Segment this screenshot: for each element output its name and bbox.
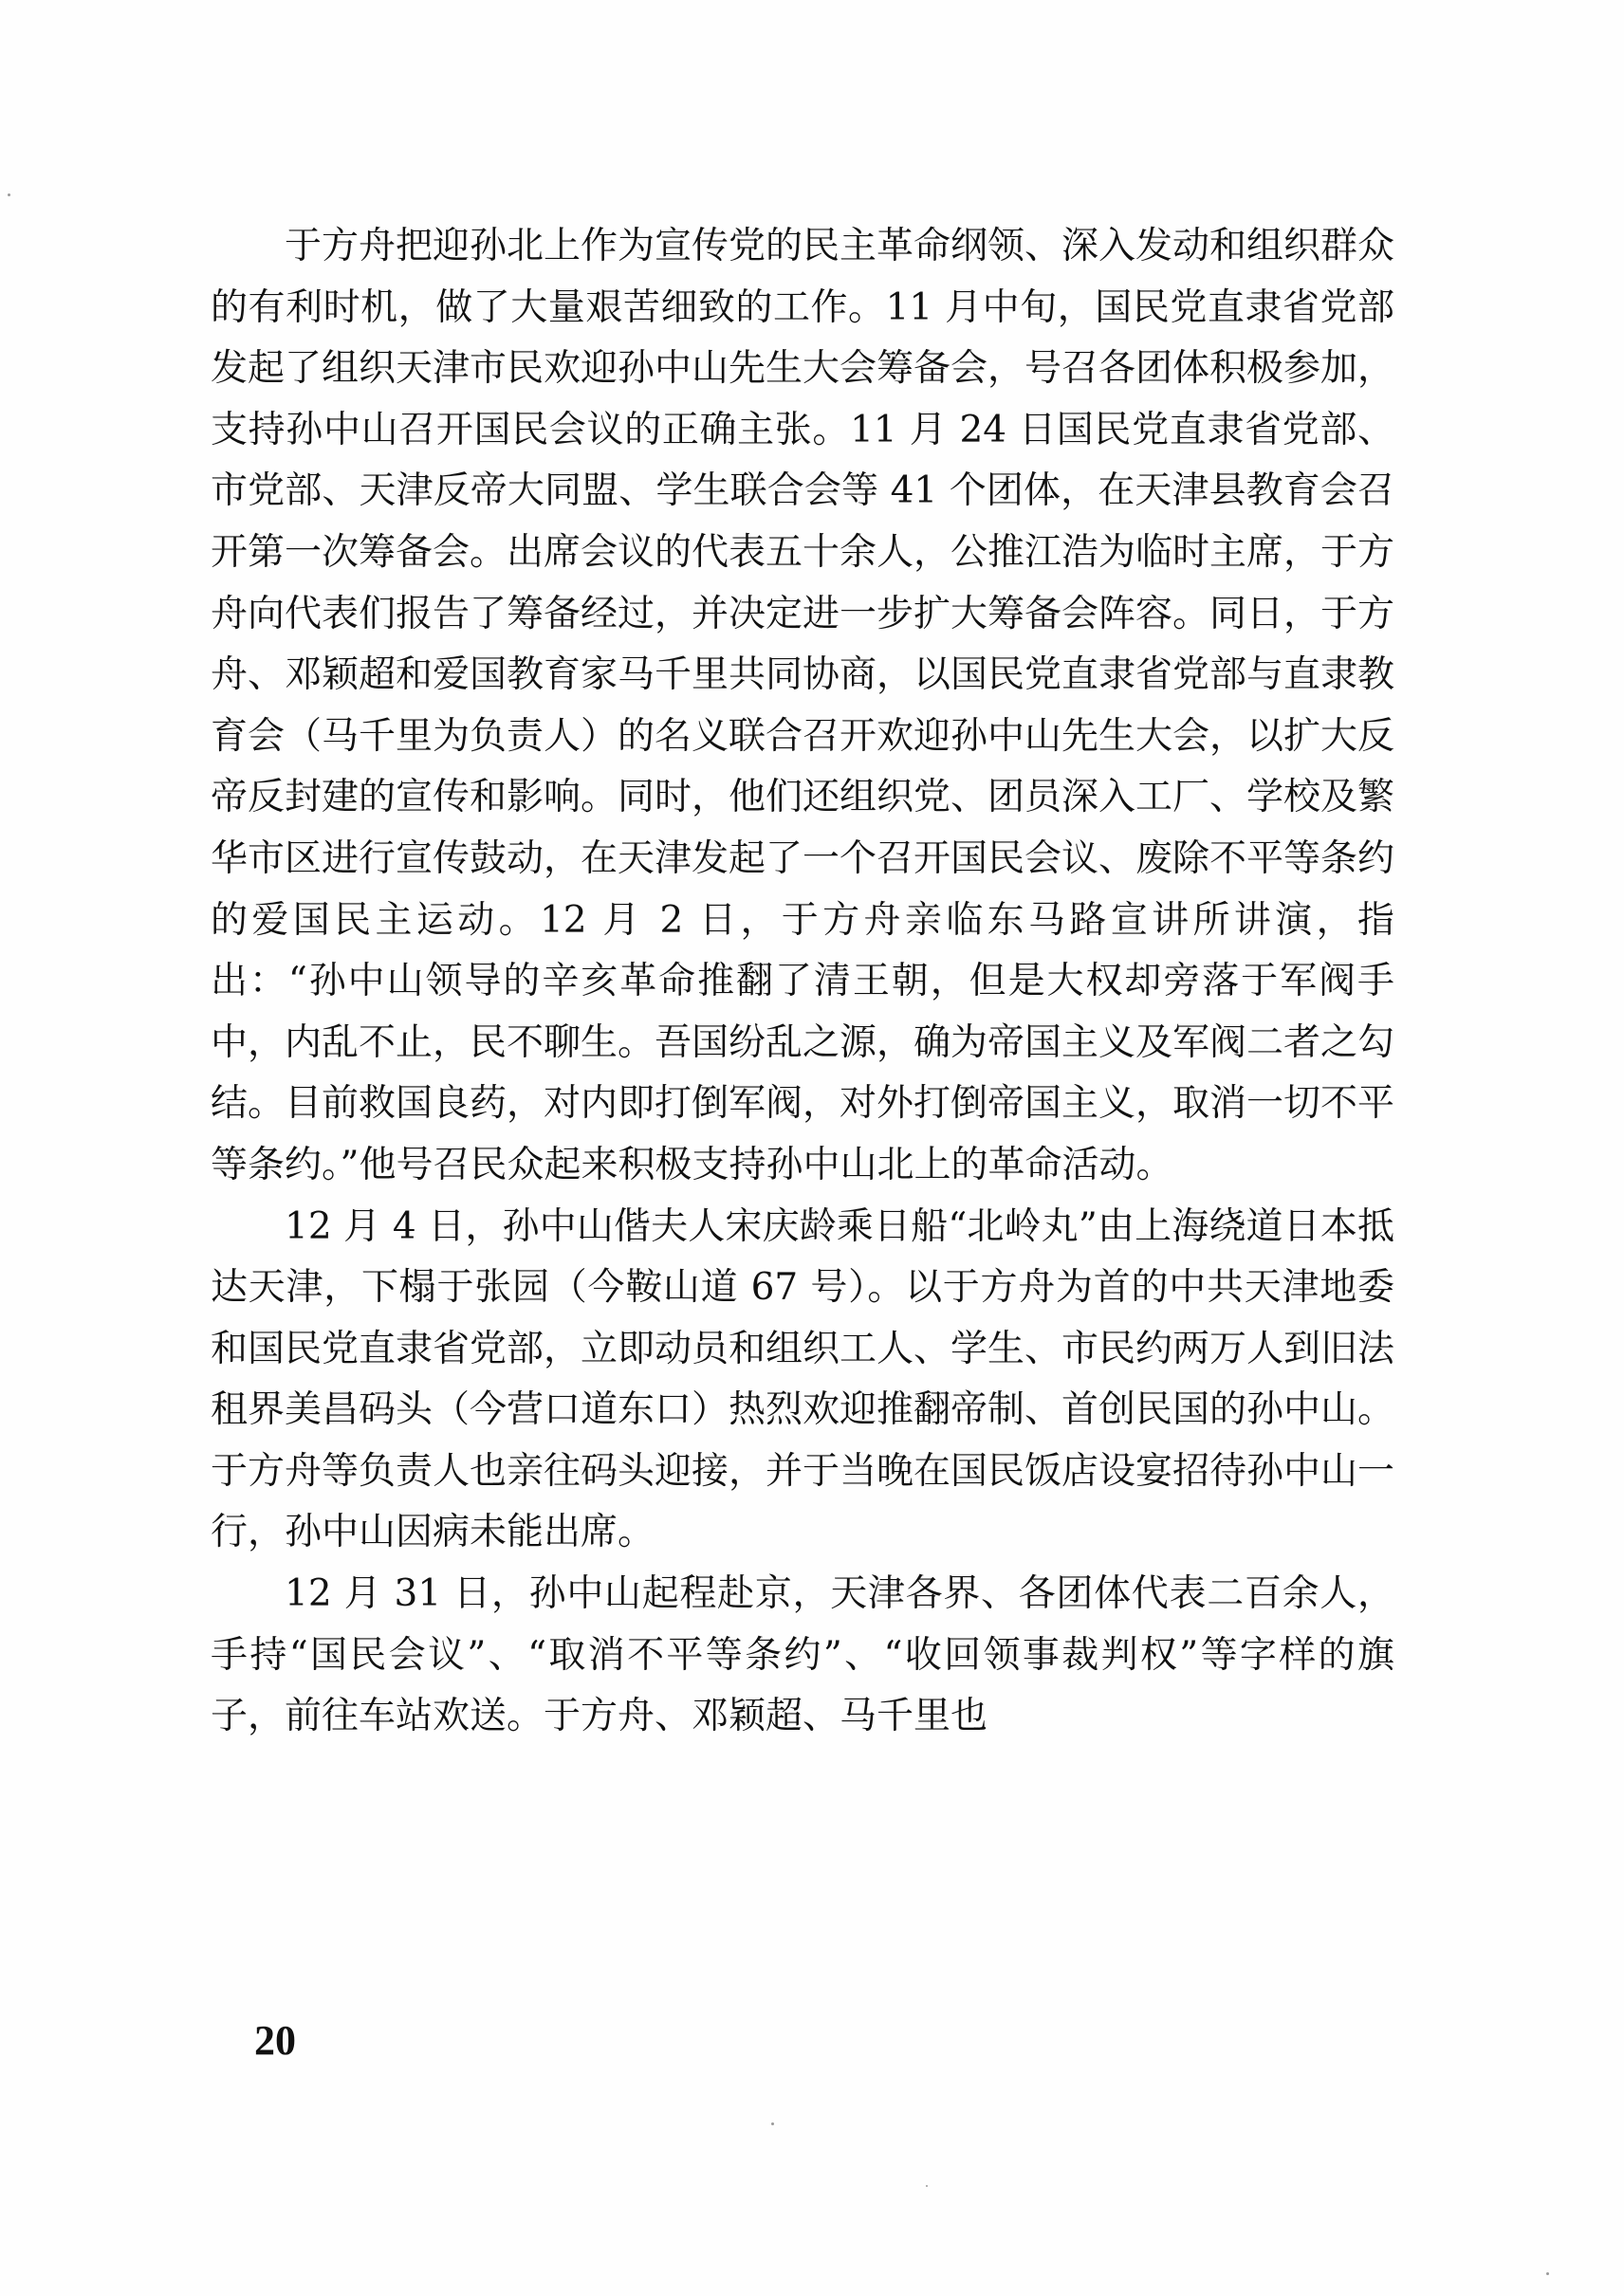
scan-speck xyxy=(926,2185,928,2187)
paragraph-2: 12 月 4 日，孙中山偕夫人宋庆龄乘日船“北岭丸”由上海绕道日本抵达天津，下榻于张园（今鞍山道 67 号）。以于方舟为首的中共天津地委和国民党直隶省党部，立即动员和组织工人、学生、市民约两万人到旧法租界美昌码头（今营口道东口）热烈欢迎推翻帝制、首创民国的孙中山。于方舟等负责人也亲往码头迎接，并于当晚在国民饭店设宴招待孙中山一行，孙中山因病未能出席。 xyxy=(211,1204,1395,1554)
scan-speck xyxy=(1546,2272,1549,2275)
page-number: 20 xyxy=(254,2017,296,2064)
body-text xyxy=(211,216,1394,1748)
paragraph-1: 于方舟把迎孙北上作为宣传党的民主革命纲领、深入发动和组织群众的有利时机，做了大量艰苦细致的工作。11 月中旬，国民党直隶省党部发起了组织天津市民欢迎孙中山先生大会筹备会，号召各团体积极参加，支持孙中山召开国民会议的正确主张。11 月 24 日国民党直隶省党部、市党部、天津反帝大同盟、学生联合会等 41 个团体，在天津县教育会召开第一次筹备会。出席会议的代表五十余人，公推江浩为临时主席，于方舟向代表们报告了筹备经过，并决定进一步扩大筹备会阵容。同日，于方舟、邓颖超和爱国教育家马千里共同协商，以国民党直隶省党部与直隶教育会（马千里为负责人）的名义联合召开欢迎孙中山先生大会，以扩大反帝反封建的宣传和影响。同时，他们还组织党、团员深入工厂、学校及繁华市区进行宣传鼓动，在天津发起了一个召开国民会议、废除不平等条约的爱国民主运动。12 月 2 日，于方舟亲临东马路宣讲所讲演，指出：“孙中山领导的辛亥革命推翻了清王朝，但是大权却旁落于军阀手中，内乱不止，民不聊生。吾国纷乱之源，确为帝国主义及军阀二者之勾结。目前救国良药，对内即打倒军阀，对外打倒帝国主义，取消一切不平等条约。”他号召民众起来积极支持孙中山北上的革命活动。 xyxy=(211,225,1395,1186)
paragraph-3: 12 月 31 日，孙中山起程赴京，天津各界、各团体代表二百余人，手持“国民会议”、“取消不平等条约”、“收回领事裁判权”等字样的旗子，前往车站欢送。于方舟、邓颖超、马千里也 xyxy=(211,1572,1394,1738)
scan-speck xyxy=(8,193,10,196)
scan-speck xyxy=(771,2122,774,2125)
